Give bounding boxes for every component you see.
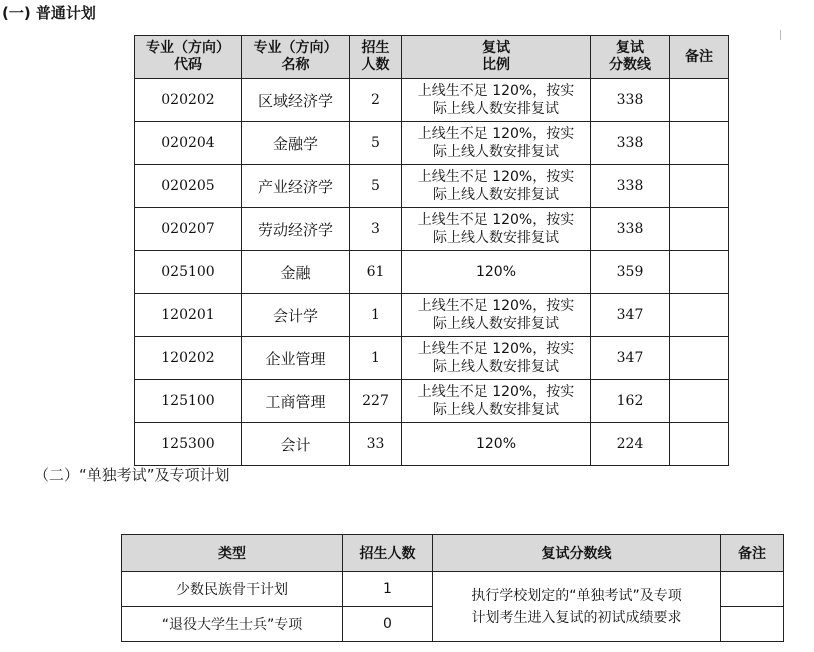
code-cell: 025100 [135,251,242,294]
code-cell: 125100 [135,380,242,423]
note-cell [670,294,729,337]
name-cell: 工商管理 [242,380,350,423]
type-cell: “退役大学生士兵”专项 [122,607,343,642]
table-header-row [122,535,784,572]
quota-cell: 5 [350,165,402,208]
note-cell [670,165,729,208]
score-cell: 338 [591,208,670,251]
name-cell: 会计 [242,423,350,466]
code-cell: 125300 [135,423,242,466]
header-ratio: 复试 比例 [402,36,591,79]
quota-cell: 0 [343,607,433,642]
note-cell [670,208,729,251]
ratio-cell: 上线生不足 120%，按实 际上线人数安排复试 [402,165,591,208]
ratio-cell: 上线生不足 120%，按实 际上线人数安排复试 [402,294,591,337]
note-cell [670,79,729,122]
header-note: 备注 [721,535,784,572]
note-cell [670,122,729,165]
score-cell: 359 [591,251,670,294]
code-cell: 120201 [135,294,242,337]
name-cell: 劳动经济学 [242,208,350,251]
name-cell: 企业管理 [242,337,350,380]
header-score: 复试 分数线 [591,36,670,79]
score-cell: 224 [591,423,670,466]
score-cell: 338 [591,122,670,165]
header-name: 专业（方向） 名称 [242,36,350,79]
table-row [135,337,729,380]
name-cell: 区域经济学 [242,79,350,122]
score-cell: 347 [591,294,670,337]
cursor-mark [780,30,781,40]
header-quota: 招生人数 [343,535,433,572]
name-cell: 金融学 [242,122,350,165]
code-cell: 020205 [135,165,242,208]
quota-cell: 61 [350,251,402,294]
table-row [135,294,729,337]
score-cell: 338 [591,165,670,208]
ratio-cell: 上线生不足 120%，按实 际上线人数安排复试 [402,337,591,380]
table-row [135,208,729,251]
note-cell [670,423,729,466]
quota-cell: 3 [350,208,402,251]
table-row [135,165,729,208]
section-1-title: (一) 普通计划 [2,4,96,22]
ratio-cell: 上线生不足 120%，按实 际上线人数安排复试 [402,79,591,122]
quota-cell: 1 [350,294,402,337]
ratio-cell: 120% [402,423,591,466]
name-cell: 产业经济学 [242,165,350,208]
score-cell: 338 [591,79,670,122]
code-cell: 020204 [135,122,242,165]
note-cell [670,380,729,423]
section-2-title: （二）“单独考试”及专项计划 [34,466,230,484]
table-header-row [135,36,729,79]
ratio-cell: 上线生不足 120%，按实 际上线人数安排复试 [402,380,591,423]
type-cell: 少数民族骨干计划 [122,572,343,607]
note-cell [721,607,784,642]
ratio-cell: 上线生不足 120%，按实 际上线人数安排复试 [402,122,591,165]
score-cell: 162 [591,380,670,423]
quota-cell: 5 [350,122,402,165]
table-row [135,251,729,294]
table-row [135,79,729,122]
general-plan-table [134,35,729,466]
table-row [135,122,729,165]
name-cell: 会计学 [242,294,350,337]
header-quota: 招生 人数 [350,36,402,79]
header-threshold: 复试分数线 [433,535,721,572]
header-type: 类型 [122,535,343,572]
name-cell: 金融 [242,251,350,294]
table-row [135,380,729,423]
header-note: 备注 [670,36,729,79]
score-cell: 347 [591,337,670,380]
quota-cell: 2 [350,79,402,122]
threshold-cell: 执行学校划定的“单独考试”及专项 计划考生进入复试的初试成绩要求 [433,572,721,642]
code-cell: 020202 [135,79,242,122]
table-row [122,572,784,607]
table-row [135,423,729,466]
note-cell [721,572,784,607]
quota-cell: 227 [350,380,402,423]
note-cell [670,337,729,380]
code-cell: 120202 [135,337,242,380]
quota-cell: 1 [343,572,433,607]
ratio-cell: 120% [402,251,591,294]
quota-cell: 1 [350,337,402,380]
special-plan-table [121,534,784,642]
code-cell: 020207 [135,208,242,251]
ratio-cell: 上线生不足 120%，按实 际上线人数安排复试 [402,208,591,251]
header-code: 专业（方向） 代码 [135,36,242,79]
note-cell [670,251,729,294]
quota-cell: 33 [350,423,402,466]
